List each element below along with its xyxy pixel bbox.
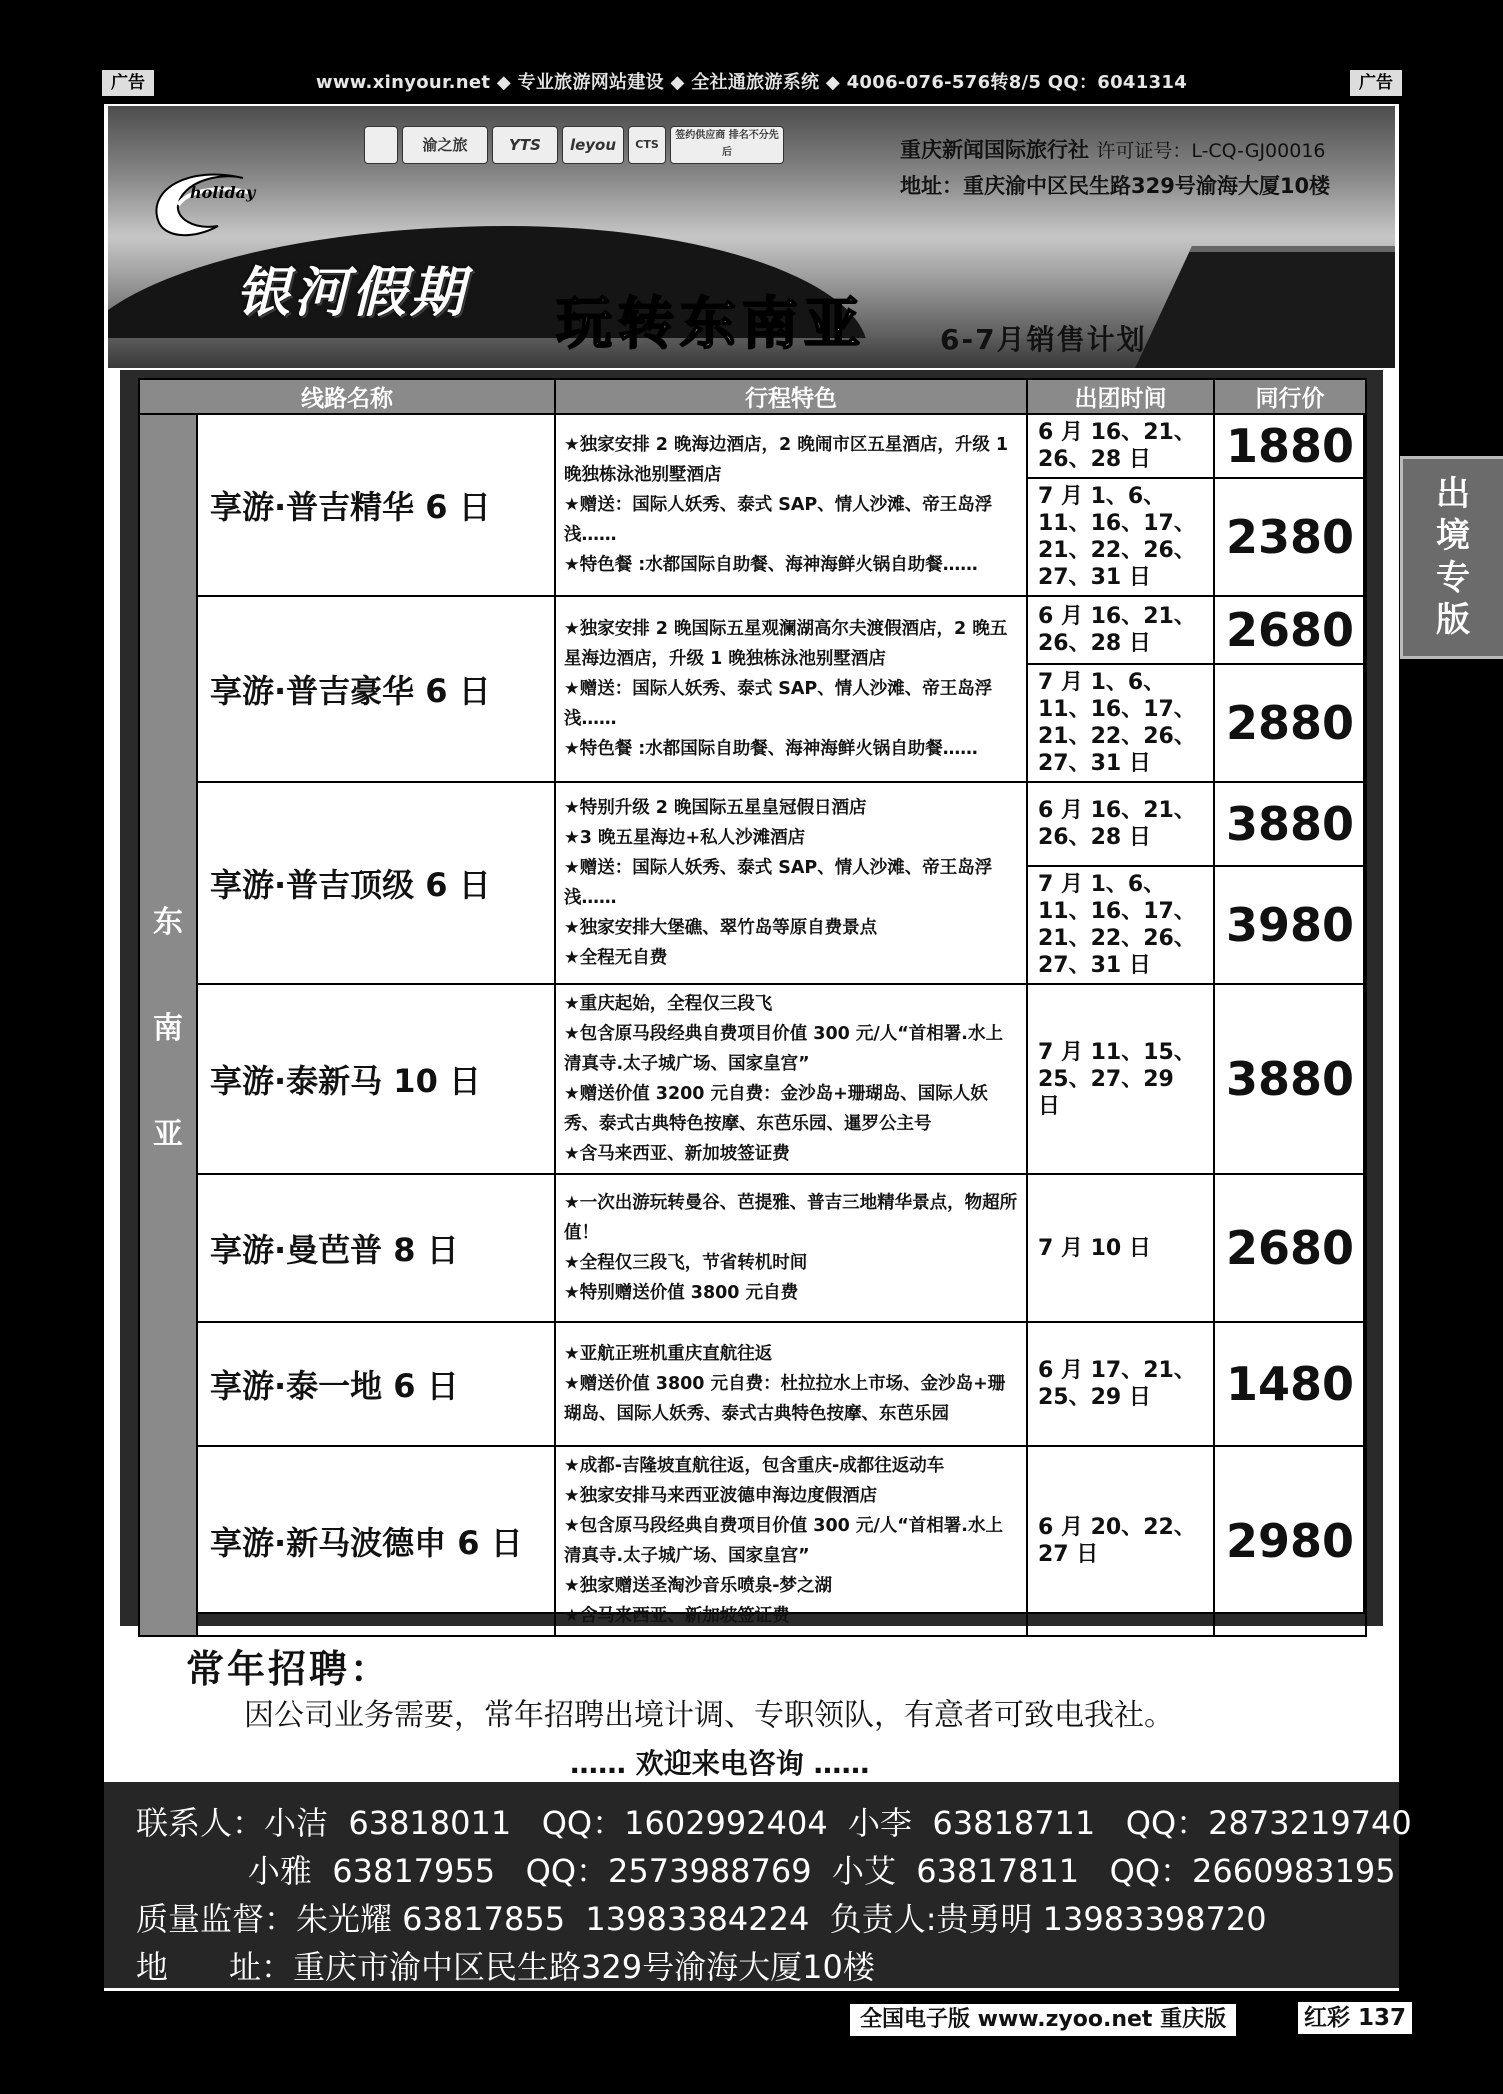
trade-price: 2680 <box>1214 596 1366 664</box>
header-features: 行程特色 <box>555 379 1027 414</box>
partner-logo-leyou: leyou <box>562 126 624 164</box>
feature-item: ★独家安排 2 晚国际五星观澜湖高尔夫渡假酒店，2 晚五星海边酒店，升级 1 晚独栋泳池别墅酒店 <box>564 619 1008 669</box>
table-row <box>139 1446 1366 1636</box>
trade-price: 1480 <box>1214 1322 1366 1446</box>
sales-plan-subtitle: 6-7月销售计划 <box>940 323 1147 356</box>
brand-en: holiday <box>190 183 256 202</box>
route-name[interactable]: 享游·普吉豪华 6 日 <box>197 596 555 782</box>
trade-price: 3980 <box>1214 866 1366 984</box>
route-features <box>555 1174 1027 1322</box>
table-row <box>139 414 1366 478</box>
route-features <box>555 1322 1027 1446</box>
departure-dates: 7 月 1、6、11、16、17、21、22、26、27、31 日 <box>1027 664 1214 782</box>
route-name[interactable]: 享游·泰新马 10 日 <box>197 984 555 1174</box>
welcome-line: …… 欢迎来电咨询 …… <box>570 1747 870 1780</box>
company-name <box>900 134 1326 164</box>
side-tab-char-3: 专 <box>1436 558 1470 598</box>
departure-dates: 6 月 16、21、26、28 日 <box>1027 596 1214 664</box>
table-header-row <box>139 379 1366 414</box>
feature-item: ★包含原马段经典自费项目价值 300 元/人“首相署.水上清真寺.太子城广场、国家皇宫” <box>564 1024 1003 1074</box>
region-char: 南 <box>153 1011 183 1046</box>
feature-item: ★含马来西亚、新加坡签证费 <box>564 1144 790 1164</box>
table-row <box>139 984 1366 1174</box>
feature-item: ★包含原马段经典自费项目价值 300 元/人“首相署.水上清真寺.太子城广场、国家皇宫” <box>564 1516 1003 1566</box>
contact-line-1[interactable]: 联系人：小洁 63818011 QQ：1602992404 小李 63818711 QQ：2873219740 <box>136 1804 1412 1842</box>
route-name[interactable]: 享游·普吉精华 6 日 <box>197 414 555 596</box>
footer <box>0 1996 1503 2046</box>
route-features <box>555 1446 1027 1636</box>
departure-dates: 6 月 16、21、26、28 日 <box>1027 782 1214 866</box>
feature-item: ★赠送价值 3200 元自费：金沙岛+珊瑚岛、国际人妖秀、泰式古典特色按摩、东芭乐园、暹罗公主号 <box>564 1084 988 1134</box>
side-tab-char-1: 出 <box>1436 474 1470 514</box>
route-name[interactable]: 享游·泰一地 6 日 <box>197 1322 555 1446</box>
edition-label[interactable]: 全国电子版 www.zyoo.net 重庆版 <box>848 2002 1238 2038</box>
feature-item: ★赠送：国际人妖秀、泰式 SAP、情人沙滩、帝王岛浮浅…… <box>564 858 993 908</box>
holiday-swirl-logo <box>148 160 258 244</box>
feature-item: ★成都-吉隆坡直航往返，包含重庆-成都往返动车 <box>564 1456 945 1476</box>
header-price: 同行价 <box>1214 379 1366 414</box>
feature-item: ★亚航正班机重庆直航往返 <box>564 1344 773 1364</box>
brand-name: 银河假期 <box>236 260 468 324</box>
departure-dates: 7 月 1、6、11、16、17、21、22、26、27、31 日 <box>1027 478 1214 596</box>
route-name[interactable]: 享游·普吉顶级 6 日 <box>197 782 555 984</box>
departure-dates: 7 月 10 日 <box>1027 1174 1214 1322</box>
trade-price: 2980 <box>1214 1446 1366 1636</box>
feature-item: ★重庆起始，全程仅三段飞 <box>564 994 773 1014</box>
company-address: 地址：重庆渝中区民生路329号渝海大厦10楼 <box>900 174 1331 198</box>
region-char: 亚 <box>153 1117 183 1152</box>
page-headline: 玩转东南亚 <box>556 292 866 357</box>
trade-price: 2380 <box>1214 478 1366 596</box>
feature-item: ★独家安排大堡礁、翠竹岛等原自费景点 <box>564 918 878 938</box>
partner-logo-1 <box>364 126 398 164</box>
trade-price: 2680 <box>1214 1174 1366 1322</box>
trade-price: 3880 <box>1214 984 1366 1174</box>
ad-tag-left: 广告 <box>102 70 154 96</box>
partner-logo-yts: YTS <box>492 126 558 164</box>
recruit-text: 因公司业务需要，常年招聘出境计调、专职领队，有意者可致电我社。 <box>244 1698 1174 1733</box>
feature-item: ★独家安排 2 晚海边酒店，2 晚闹市区五星酒店，升级 1 晚独栋泳池别墅酒店 <box>564 435 1009 485</box>
feature-item: ★一次出游玩转曼谷、芭提雅、普吉三地精华景点，物超所值！ <box>564 1193 1018 1243</box>
trade-price: 3880 <box>1214 782 1366 866</box>
feature-item: ★独家安排马来西亚波德申海边度假酒店 <box>564 1486 878 1506</box>
header-route-name: 线路名称 <box>139 379 555 414</box>
top-ad-text[interactable]: www.xinyour.net ◆ 专业旅游网站建设 ◆ 全社通旅游系统 ◆ 4006-076-576转8/5 QQ：6041314 <box>315 72 1188 93</box>
page-number: 红彩 137 <box>1298 2002 1412 2034</box>
departure-dates: 7 月 1、6、11、16、17、21、22、26、27、31 日 <box>1027 866 1214 984</box>
ad-tag-right: 广告 <box>1350 70 1402 96</box>
header-departure: 出团时间 <box>1027 379 1214 414</box>
feature-item: ★全程无自费 <box>564 948 668 968</box>
feature-item: ★特别赠送价值 3800 元自费 <box>564 1283 799 1303</box>
recruit-title: 常年招聘： <box>186 1647 392 1691</box>
feature-item: ★特别升级 2 晚国际五星皇冠假日酒店 <box>564 798 867 818</box>
top-ad-bar <box>0 62 1503 102</box>
trade-price: 1880 <box>1214 414 1366 478</box>
partner-logos <box>364 126 790 166</box>
boat-silhouette <box>1124 246 1395 368</box>
route-features <box>555 596 1027 782</box>
departure-dates: 7 月 11、15、25、27、29 日 <box>1027 984 1214 1174</box>
route-table <box>138 378 1367 1637</box>
table-row <box>139 596 1366 664</box>
partner-logo-cts: CTS <box>628 126 666 164</box>
feature-item: ★3 晚五星海边+私人沙滩酒店 <box>564 828 806 848</box>
departure-dates: 6 月 17、21、25、29 日 <box>1027 1322 1214 1446</box>
region-label <box>139 414 197 1636</box>
route-name[interactable]: 享游·新马波德申 6 日 <box>197 1446 555 1636</box>
route-name[interactable]: 享游·曼芭普 8 日 <box>197 1174 555 1322</box>
departure-dates: 6 月 20、22、27 日 <box>1027 1446 1214 1636</box>
table-row <box>139 782 1366 866</box>
table-row <box>139 1322 1366 1446</box>
feature-item: ★独家赠送圣淘沙音乐喷泉-梦之湖 <box>564 1576 832 1596</box>
feature-item: ★特色餐 :水都国际自助餐、海神海鲜火锅自助餐…… <box>564 739 978 759</box>
supplier-badge: 签约供应商 排名不分先后 <box>670 126 784 164</box>
feature-item: ★赠送：国际人妖秀、泰式 SAP、情人沙滩、帝王岛浮浅…… <box>564 679 993 729</box>
table-row <box>139 1174 1366 1322</box>
partner-logo-yuzhilv: 渝之旅 <box>402 126 488 164</box>
outbound-section-tab <box>1400 456 1503 659</box>
side-tab-char-2: 境 <box>1436 516 1470 556</box>
contact-block <box>104 1782 1412 1988</box>
company-name-text: 重庆新闻国际旅行社 <box>900 138 1089 162</box>
license-number: 许可证号：L-CQ-GJ00016 <box>1096 140 1326 162</box>
route-features <box>555 984 1027 1174</box>
departure-dates: 6 月 16、21、26、28 日 <box>1027 414 1214 478</box>
route-features <box>555 414 1027 596</box>
feature-item: ★特色餐 :水都国际自助餐、海神海鲜火锅自助餐…… <box>564 555 978 575</box>
feature-item: ★含马来西亚、新加坡签证费 <box>564 1606 790 1626</box>
feature-item: ★赠送价值 3800 元自费：杜拉拉水上市场、金沙岛+珊瑚岛、国际人妖秀、泰式古典特色按摩、东芭乐园 <box>564 1374 1006 1424</box>
feature-item: ★全程仅三段飞，节省转机时间 <box>564 1253 808 1273</box>
region-char: 东 <box>153 905 183 940</box>
feature-item: ★赠送：国际人妖秀、泰式 SAP、情人沙滩、帝王岛浮浅…… <box>564 495 993 545</box>
trade-price: 2880 <box>1214 664 1366 782</box>
route-features <box>555 782 1027 984</box>
side-tab-char-4: 版 <box>1436 600 1470 640</box>
address-line: 地 址：重庆市渝中区民生路329号渝海大厦10楼 <box>136 1948 875 1986</box>
quality-supervision-line[interactable]: 质量监督：朱光耀 63817855 13983384224 负责人:贵勇明 13983398720 <box>136 1900 1267 1938</box>
contact-line-2[interactable]: 小雅 63817955 QQ：2573988769 小艾 63817811 QQ：2660983195 <box>136 1852 1396 1890</box>
